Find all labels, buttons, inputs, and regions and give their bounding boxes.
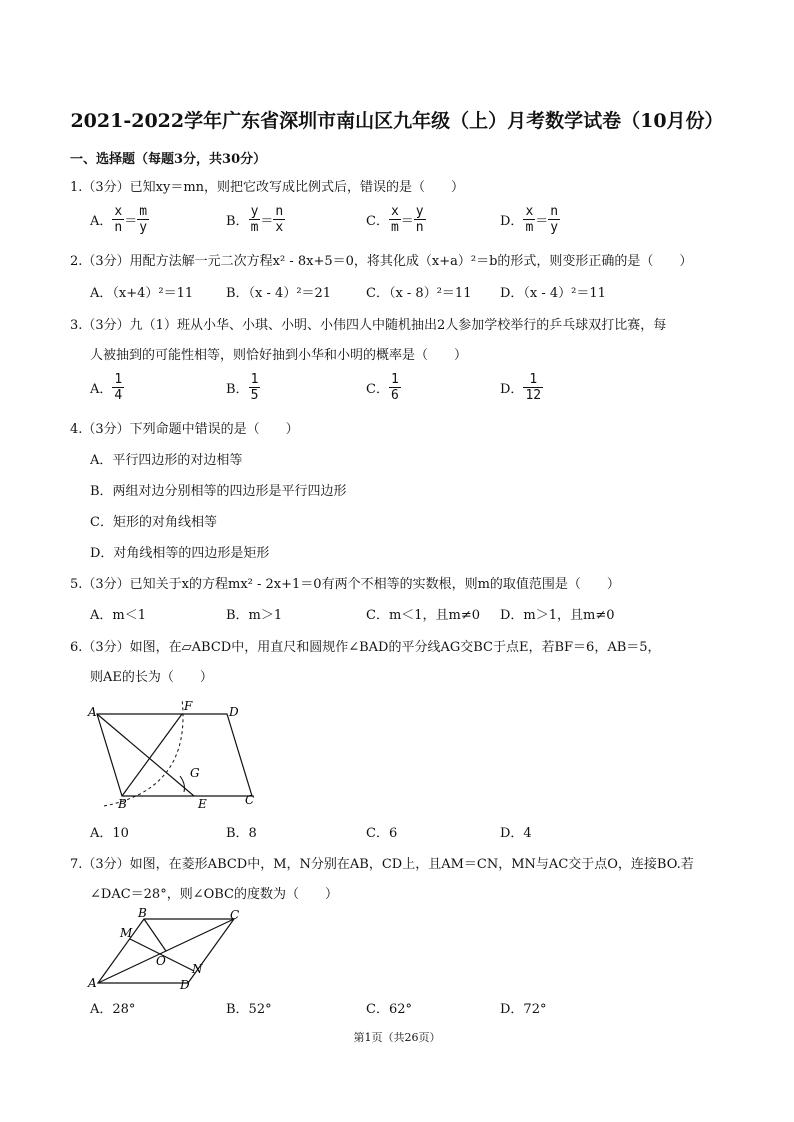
q1-option-a: A． $\frac{x}{n}$ ＝ $\frac{m}{y}$	[90, 204, 148, 235]
label-g: G	[190, 766, 200, 780]
label-o: O	[156, 954, 166, 968]
question-7-stem-line2: ∠DAC＝28°，则∠OBC的度数为（ ）	[90, 887, 338, 902]
page-title: 2021-2022学年广东省深圳市南山区九年级（上）月考数学试卷（10月份）	[70, 110, 724, 132]
q2-option-c: C．（x - 8）²＝11	[366, 286, 472, 301]
q6-option-a: A．10	[90, 826, 129, 841]
label-d: D	[229, 705, 239, 719]
q3-option-d: D． $\frac{1}{12}$	[500, 372, 542, 403]
q5-option-a: A．m＜1	[90, 608, 146, 623]
label-b: B	[118, 797, 127, 811]
segment-bo	[144, 919, 166, 951]
q7-option-b: B．52°	[226, 1002, 272, 1017]
construction-arc	[104, 699, 183, 806]
q3-option-b: B． $\frac{1}{5}$	[226, 372, 259, 403]
q7-option-c: C．62°	[366, 1002, 412, 1017]
segment-bf	[122, 714, 182, 796]
parallelogram-figure	[82, 694, 272, 812]
label-a: A	[88, 705, 97, 719]
label-n: N	[192, 962, 203, 976]
label-a: A	[88, 976, 97, 990]
question-6-stem-line2: 则AE的长为（ ）	[90, 670, 213, 685]
question-6-stem-line1: 6.（3分）如图，在▱ABCD中，用直尺和圆规作∠BAD的平分线AG交BC于点E，若BF＝6，AB＝5，	[70, 640, 661, 655]
question-7-stem-line1: 7.（3分）如图，在菱形ABCD中，M，N分别在AB，CD上，且AM＝CN，MN与AC交于点O，连接BO.若	[70, 857, 694, 872]
q7-option-d: D．72°	[500, 1002, 547, 1017]
q1-option-c: C． $\frac{x}{m}$ ＝ $\frac{y}{n}$	[366, 204, 424, 235]
page-footer: 第1页（共26页）	[353, 1031, 441, 1044]
q2-option-d: D．（x - 4）²＝11	[500, 286, 606, 301]
q3-option-c: C． $\frac{1}{6}$	[366, 372, 399, 403]
label-b: B	[138, 906, 147, 920]
q6-option-c: C．6	[366, 826, 398, 841]
label-c: C	[230, 908, 240, 922]
q3-option-a: A． $\frac{1}{4}$	[90, 372, 123, 403]
q1-option-b: B． $\frac{y}{m}$ ＝ $\frac{n}{x}$	[226, 204, 284, 235]
q5-option-d: D．m＞1，且m≠0	[500, 608, 615, 623]
parallelogram-abcd	[97, 714, 252, 796]
section-heading: 一、选择题（每题3分，共30分）	[70, 152, 267, 167]
label-c: C	[245, 793, 255, 807]
q2-option-a: A．（x+4）²＝11	[90, 286, 194, 301]
question-3-stem-line1: 3.（3分）九（1）班从小华、小琪、小明、小伟四人中随机抽出2人参加学校举行的乒乓球双打比赛，每	[70, 318, 667, 333]
q6-option-b: B．8	[226, 826, 257, 841]
q5-option-b: B．m＞1	[226, 608, 283, 623]
label-m: M	[120, 926, 133, 940]
q6-option-d: D．4	[500, 826, 532, 841]
question-1-stem: 1.（3分）已知xy＝mn，则把它改写成比例式后，错误的是（ ）	[70, 180, 465, 195]
rhombus-figure	[86, 905, 246, 993]
q2-option-b: B．（x - 4）²＝21	[226, 286, 332, 301]
segment-ae	[97, 714, 194, 796]
q4-option-d: D．对角线相等的四边形是矩形	[90, 546, 270, 561]
label-e: E	[198, 797, 207, 811]
question-5-stem: 5.（3分）已知关于x的方程mx² - 2x+1＝0有两个不相等的实数根，则m的取值范围是（ ）	[70, 577, 620, 592]
q4-option-b: B．两组对边分别相等的四边形是平行四边形	[90, 484, 347, 499]
question-2-stem: 2.（3分）用配方法解一元二次方程x² - 8x+5＝0，将其化成（x+a）²＝b的形式，则变形正确的是（ ）	[70, 254, 693, 269]
q5-option-c: C．m＜1，且m≠0	[366, 608, 481, 623]
q4-option-c: C．矩形的对角线相等	[90, 515, 217, 530]
q7-option-a: A．28°	[90, 1002, 136, 1017]
q4-option-a: A．平行四边形的对边相等	[90, 453, 243, 468]
question-4-stem: 4.（3分）下列命题中错误的是（ ）	[70, 422, 299, 437]
q1-option-d: D． $\frac{x}{m}$ ＝ $\frac{n}{y}$	[500, 204, 559, 235]
label-d: D	[180, 978, 190, 992]
question-3-stem-line2: 人被抽到的可能性相等，则恰好抽到小华和小明的概率是（ ）	[90, 348, 468, 363]
label-f: F	[184, 699, 193, 713]
